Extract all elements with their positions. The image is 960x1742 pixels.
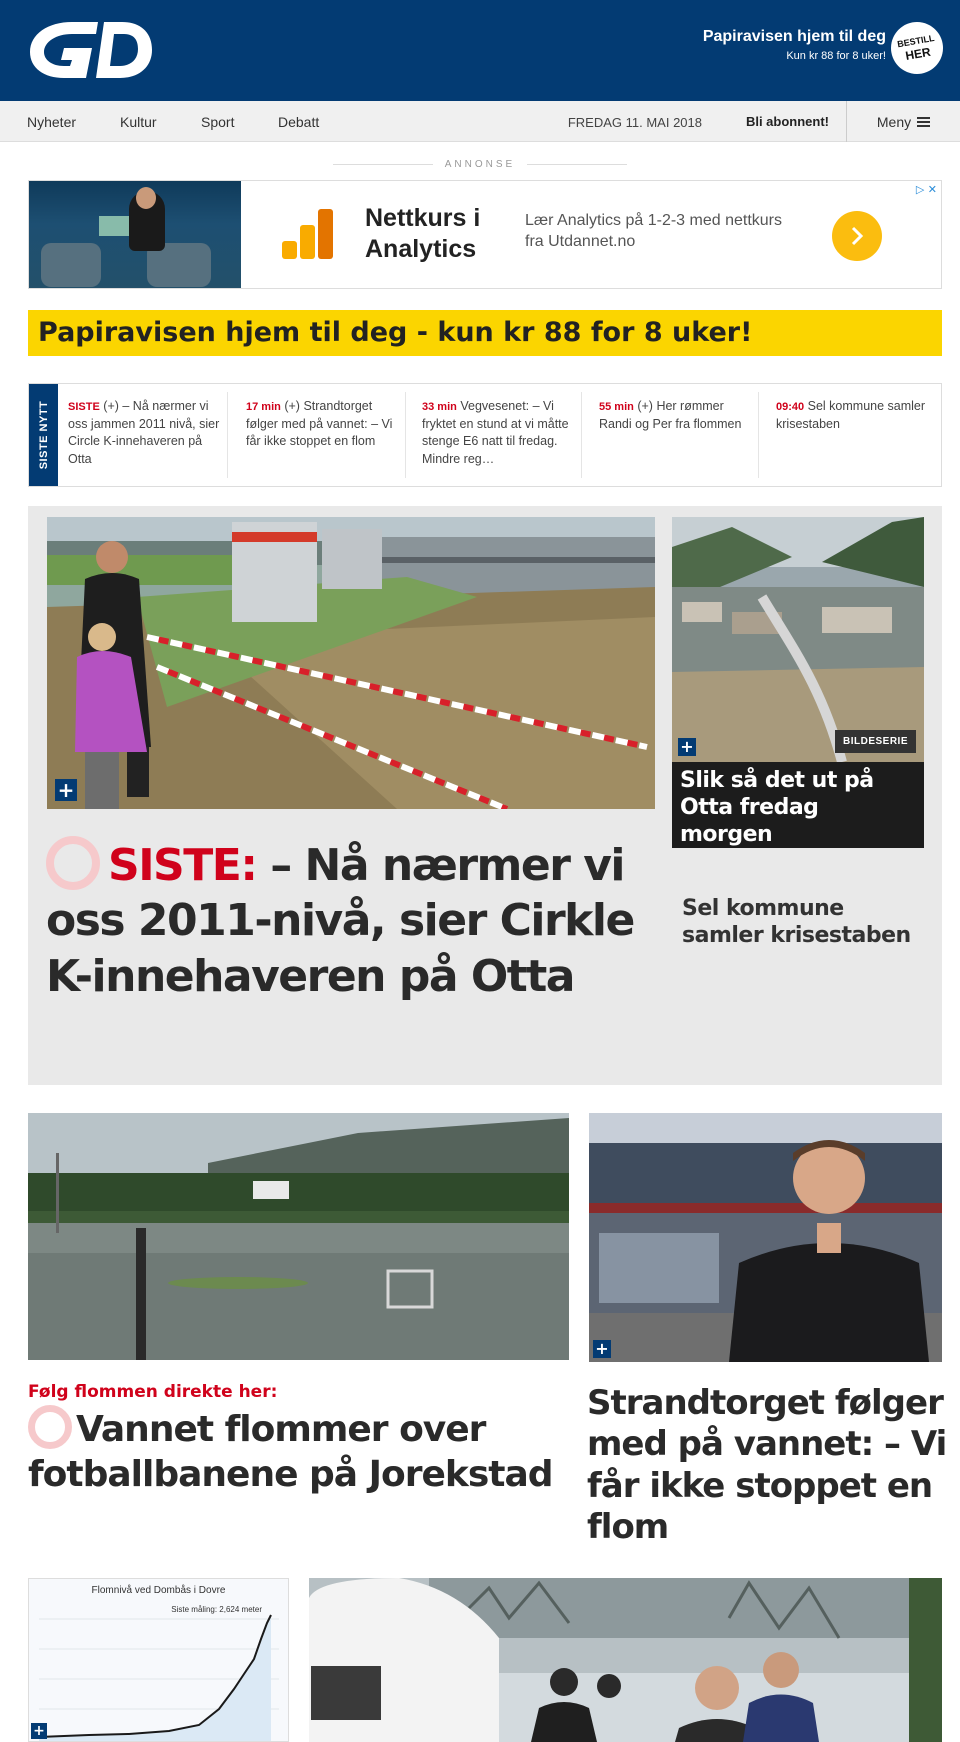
ad-image-chair	[41, 243, 101, 287]
ticker-item[interactable]	[246, 398, 401, 478]
ticker-text: (+) – Nå nærmer vi oss jammen 2011 nivå, sier Circle K-innehaveren på Otta	[68, 399, 220, 466]
siste-label: SISTE:	[108, 840, 257, 891]
caravan-people-illustration	[309, 1578, 942, 1742]
menu-button[interactable]	[846, 101, 960, 142]
promo-subtitle: Kun kr 88 for 8 uker!	[786, 50, 886, 62]
current-date: FREDAG 11. MAI 2018	[567, 115, 702, 130]
ticker-time: 33 min	[422, 401, 457, 413]
site-header	[0, 0, 960, 101]
main-headline[interactable]	[46, 836, 646, 1004]
story4-graph[interactable]	[28, 1578, 289, 1742]
story3-headline[interactable]: Strandtorget følger med på vannet: – Vi får ikke stoppet en flom	[587, 1383, 947, 1548]
nav-item-debatt[interactable]: Debatt	[278, 114, 320, 130]
ticker-text: Sel kommune samler krisestaben	[776, 399, 926, 431]
story2-headline-text: Vannet flommer over fotballbanene på Jorekstad	[28, 1409, 553, 1495]
gd-logo[interactable]	[26, 14, 154, 86]
plus-icon[interactable]: +	[31, 1723, 47, 1739]
main-story-photo[interactable]	[47, 517, 655, 809]
main-nav	[0, 101, 960, 142]
ticker-text: (+) Strandtorget følger med på vannet: – Vi får ikke stoppet en flom	[246, 399, 393, 448]
ticker-item[interactable]	[422, 398, 577, 478]
related-story-link[interactable]: Sel kommune samler krisestaben	[682, 896, 911, 948]
nav-item-sport[interactable]: Sport	[201, 114, 235, 130]
menu-label: Meny	[876, 113, 912, 130]
graph-title: Flomnivå ved Dombås i Dovre	[91, 1585, 226, 1596]
analytics-logo-icon	[282, 207, 334, 259]
flooded-field-illustration	[28, 1113, 569, 1360]
flood-level-graph-illustration	[29, 1579, 289, 1742]
latest-news-ticker	[28, 383, 942, 487]
ticker-time: SISTE	[68, 401, 100, 413]
ticker-item[interactable]	[68, 398, 223, 478]
order-badge-line1: BESTILL	[896, 32, 936, 49]
plus-icon[interactable]: +	[678, 738, 696, 756]
story3-photo[interactable]	[589, 1113, 942, 1362]
ad-choices-icon[interactable]: ▷ ✕	[915, 183, 937, 196]
gallery-caption[interactable]: Slik så det ut på Otta fredag morgen	[672, 762, 924, 848]
story2-photo[interactable]	[28, 1113, 569, 1360]
main-story	[28, 506, 942, 1085]
subscription-banner[interactable]: Papiravisen hjem til deg - kun kr 88 for 8 uker!	[28, 310, 942, 356]
ad-banner[interactable]	[28, 180, 942, 289]
print-promo[interactable]	[703, 28, 886, 62]
store-owner-illustration	[589, 1113, 942, 1362]
ad-image	[29, 181, 241, 288]
plus-icon[interactable]: +	[55, 779, 77, 801]
flood-photo-illustration	[47, 517, 655, 809]
ad-description: Lær Analytics på 1-2-3 med nettkurs fra Utdannet.no	[525, 212, 783, 250]
subscribe-link[interactable]: Bli abonnent!	[745, 114, 829, 129]
ad-image-laptop	[99, 216, 129, 236]
live-indicator-icon	[28, 1405, 72, 1449]
ticker-item[interactable]	[599, 398, 754, 478]
ad-arrow-button[interactable]	[832, 211, 882, 261]
aerial-photo-illustration	[672, 517, 924, 762]
story5-photo[interactable]	[309, 1578, 942, 1742]
ad-title: Nettkurs i Analytics	[365, 204, 481, 264]
promo-title: Papiravisen hjem til deg	[702, 28, 886, 45]
ticker-text: (+) Her rømmer Randi og Per fra flommen	[599, 399, 742, 431]
ticker-time: 17 min	[246, 401, 281, 413]
ticker-time: 55 min	[599, 401, 634, 413]
nav-item-kultur[interactable]: Kultur	[120, 114, 157, 130]
ticker-item[interactable]	[776, 398, 931, 478]
story2-headline[interactable]	[28, 1405, 573, 1497]
main-headline-text: – Nå nærmer vi oss 2011-nivå, sier Cirkle K-innehaveren på Otta	[46, 840, 634, 1002]
order-badge-line2: HER	[904, 44, 932, 63]
graph-subtitle: Siste måling: 2,624 meter	[171, 1605, 262, 1614]
ticker-label	[29, 384, 58, 486]
ad-label: ANNONSE	[0, 159, 960, 170]
nav-item-nyheter[interactable]: Nyheter	[27, 114, 77, 130]
gallery-badge: BILDESERIE	[835, 730, 916, 753]
hamburger-icon	[917, 117, 930, 127]
ticker-label-text: SISTE NYTT	[37, 400, 50, 470]
plus-icon[interactable]: +	[593, 1340, 611, 1358]
chevron-right-icon	[849, 226, 865, 246]
gallery-photo[interactable]	[672, 517, 924, 762]
ticker-text: Vegvesenet: – Vi fryktet en stund at vi måtte stenge E6 natt til fredag. Mindre reg…	[422, 399, 569, 466]
story2-kicker[interactable]: Følg flommen direkte her:	[28, 1382, 278, 1402]
live-indicator-icon	[46, 836, 100, 890]
ticker-time: 09:40	[776, 401, 805, 413]
ad-image-head	[136, 187, 156, 209]
order-here-button[interactable]	[887, 18, 947, 78]
